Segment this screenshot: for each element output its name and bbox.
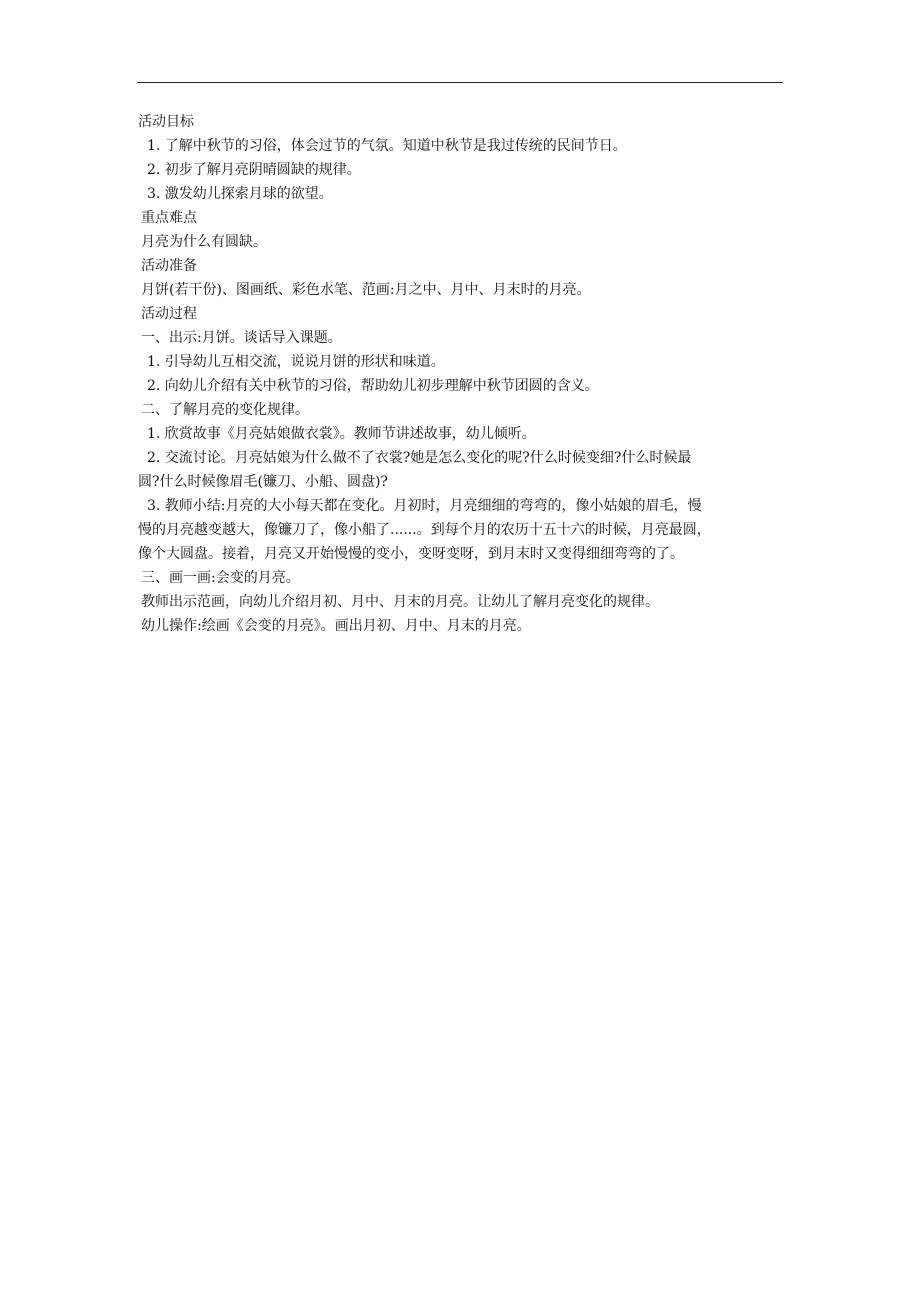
section-3-paragraph-2: 幼儿操作:绘画《会变的月亮》。画出月初、月中、月末的月亮。	[141, 618, 531, 634]
goal-item-2: 2. 初步了解月亮阴晴圆缺的规律。	[147, 162, 361, 178]
section-2-item-2: 2. 交流讨论。月亮姑娘为什么做不了衣裳?她是怎么变化的呢?什么时候变细?什么时候最	[147, 450, 692, 466]
heading-preparation: 活动准备	[141, 258, 197, 274]
section-2-title: 二、了解月亮的变化规律。	[141, 402, 309, 418]
key-point-text: 月亮为什么有圆缺。	[141, 234, 267, 250]
section-2-item-2-continued: 圆?什么时候像眉毛(镰刀、小船、圆盘)?	[138, 474, 388, 490]
section-2-item-3-continued-2: 像个大圆盘。接着，月亮又开始慢慢的变小，变呀变呀，到月末时又变得细细弯弯的了。	[138, 546, 684, 562]
section-3-title: 三、画一画:会变的月亮。	[141, 570, 300, 586]
section-1-title: 一、出示:月饼。谈话导入课题。	[141, 330, 342, 346]
heading-key-points: 重点难点	[141, 210, 197, 226]
goal-item-3: 3. 激发幼儿探索月球的欲望。	[147, 186, 333, 202]
document-body	[138, 110, 788, 638]
section-2-item-3-continued-1: 慢的月亮越变越大，像镰刀了，像小船了......。到每个月的农历十五十六的时候，月亮最圆，	[138, 522, 711, 538]
goal-item-1: 1. 了解中秋节的习俗，体会过节的气氛。知道中秋节是我过传统的民间节日。	[147, 138, 627, 154]
section-2-item-3: 3. 教师小结:月亮的大小每天都在变化。月初时，月亮细细的弯弯的，像小姑娘的眉毛，慢	[147, 498, 702, 514]
header-rule	[137, 82, 783, 83]
section-1-item-2: 2. 向幼儿介绍有关中秋节的习俗，帮助幼儿初步理解中秋节团圆的含义。	[147, 378, 599, 394]
section-1-item-1: 1. 引导幼儿互相交流，说说月饼的形状和味道。	[147, 354, 445, 370]
preparation-text: 月饼(若干份)、图画纸、彩色水笔、范画:月之中、月中、月末时的月亮。	[141, 282, 591, 298]
heading-process: 活动过程	[141, 306, 197, 322]
section-2-item-1: 1. 欣赏故事《月亮姑娘做衣裳》。教师节讲述故事，幼儿倾听。	[147, 426, 536, 442]
heading-activity-goals: 活动目标	[138, 114, 194, 130]
section-3-paragraph-1: 教师出示范画，向幼儿介绍月初、月中、月末的月亮。让幼儿了解月亮变化的规律。	[141, 594, 659, 610]
